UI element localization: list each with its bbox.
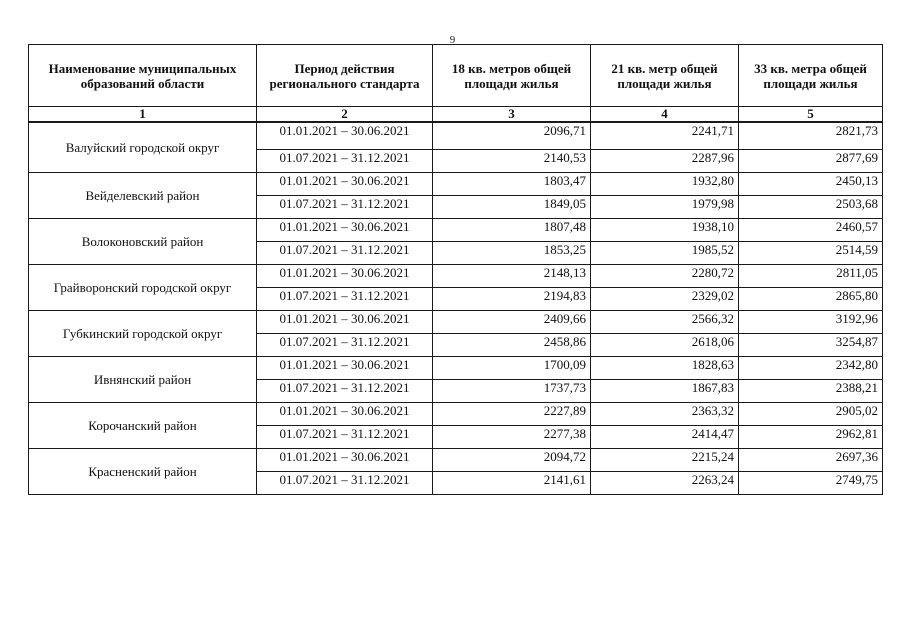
header-21-sqm: 21 кв. метр общей площади жилья bbox=[591, 45, 739, 107]
value-33-sqm: 3254,87 bbox=[739, 334, 883, 357]
value-21-sqm: 1932,80 bbox=[591, 173, 739, 196]
value-33-sqm: 2503,68 bbox=[739, 196, 883, 219]
value-21-sqm: 2287,96 bbox=[591, 150, 739, 173]
value-21-sqm: 1985,52 bbox=[591, 242, 739, 265]
header-18-sqm: 18 кв. метров общей площади жилья bbox=[433, 45, 591, 107]
value-21-sqm: 2329,02 bbox=[591, 288, 739, 311]
period-cell: 01.01.2021 – 30.06.2021 bbox=[257, 311, 433, 334]
value-33-sqm: 2877,69 bbox=[739, 150, 883, 173]
header-33-sqm: 33 кв. метра общей площади жилья bbox=[739, 45, 883, 107]
table-row bbox=[29, 311, 883, 334]
period-cell: 01.07.2021 – 31.12.2021 bbox=[257, 380, 433, 403]
period-cell: 01.07.2021 – 31.12.2021 bbox=[257, 150, 433, 173]
value-33-sqm: 2388,21 bbox=[739, 380, 883, 403]
header-row bbox=[29, 45, 883, 107]
value-18-sqm: 1807,48 bbox=[433, 219, 591, 242]
value-21-sqm: 1867,83 bbox=[591, 380, 739, 403]
value-18-sqm: 1853,25 bbox=[433, 242, 591, 265]
page-number: 9 bbox=[449, 34, 456, 46]
value-33-sqm: 2905,02 bbox=[739, 403, 883, 426]
column-number-row bbox=[29, 107, 883, 123]
column-number: 3 bbox=[433, 107, 591, 123]
value-21-sqm: 2263,24 bbox=[591, 472, 739, 495]
value-21-sqm: 2241,71 bbox=[591, 122, 739, 150]
table-row bbox=[29, 122, 883, 150]
value-33-sqm: 2697,36 bbox=[739, 449, 883, 472]
value-18-sqm: 1700,09 bbox=[433, 357, 591, 380]
period-cell: 01.01.2021 – 30.06.2021 bbox=[257, 173, 433, 196]
period-cell: 01.01.2021 – 30.06.2021 bbox=[257, 357, 433, 380]
value-18-sqm: 1803,47 bbox=[433, 173, 591, 196]
table-row bbox=[29, 449, 883, 472]
value-33-sqm: 2460,57 bbox=[739, 219, 883, 242]
value-21-sqm: 2215,24 bbox=[591, 449, 739, 472]
municipality-name: Волоконовский район bbox=[29, 219, 257, 265]
value-33-sqm: 2962,81 bbox=[739, 426, 883, 449]
table-row bbox=[29, 219, 883, 242]
value-18-sqm: 2227,89 bbox=[433, 403, 591, 426]
municipality-name: Валуйский городской округ bbox=[29, 122, 257, 173]
table-header bbox=[29, 45, 883, 123]
table-row bbox=[29, 357, 883, 380]
value-18-sqm: 2140,53 bbox=[433, 150, 591, 173]
table-row bbox=[29, 403, 883, 426]
municipality-name: Грайворонский городской округ bbox=[29, 265, 257, 311]
value-18-sqm: 2141,61 bbox=[433, 472, 591, 495]
period-cell: 01.07.2021 – 31.12.2021 bbox=[257, 472, 433, 495]
value-33-sqm: 2811,05 bbox=[739, 265, 883, 288]
period-cell: 01.07.2021 – 31.12.2021 bbox=[257, 288, 433, 311]
period-cell: 01.07.2021 – 31.12.2021 bbox=[257, 334, 433, 357]
period-cell: 01.07.2021 – 31.12.2021 bbox=[257, 196, 433, 219]
municipality-name: Корочанский район bbox=[29, 403, 257, 449]
period-cell: 01.01.2021 – 30.06.2021 bbox=[257, 403, 433, 426]
period-cell: 01.07.2021 – 31.12.2021 bbox=[257, 426, 433, 449]
value-18-sqm: 2148,13 bbox=[433, 265, 591, 288]
municipality-name: Ивнянский район bbox=[29, 357, 257, 403]
value-33-sqm: 2821,73 bbox=[739, 122, 883, 150]
value-18-sqm: 2409,66 bbox=[433, 311, 591, 334]
header-period: Период действия регионального стандарта bbox=[257, 45, 433, 107]
value-21-sqm: 1979,98 bbox=[591, 196, 739, 219]
value-33-sqm: 2865,80 bbox=[739, 288, 883, 311]
municipality-name: Вейделевский район bbox=[29, 173, 257, 219]
value-18-sqm: 2277,38 bbox=[433, 426, 591, 449]
value-21-sqm: 2363,32 bbox=[591, 403, 739, 426]
value-21-sqm: 2618,06 bbox=[591, 334, 739, 357]
value-18-sqm: 2094,72 bbox=[433, 449, 591, 472]
column-number: 1 bbox=[29, 107, 257, 123]
municipality-name: Красненский район bbox=[29, 449, 257, 495]
value-21-sqm: 2280,72 bbox=[591, 265, 739, 288]
period-cell: 01.01.2021 – 30.06.2021 bbox=[257, 219, 433, 242]
value-18-sqm: 1737,73 bbox=[433, 380, 591, 403]
header-municipality: Наименование муниципальных образований области bbox=[29, 45, 257, 107]
period-cell: 01.01.2021 – 30.06.2021 bbox=[257, 265, 433, 288]
value-21-sqm: 1828,63 bbox=[591, 357, 739, 380]
period-cell: 01.01.2021 – 30.06.2021 bbox=[257, 122, 433, 150]
value-18-sqm: 2096,71 bbox=[433, 122, 591, 150]
value-33-sqm: 2514,59 bbox=[739, 242, 883, 265]
period-cell: 01.07.2021 – 31.12.2021 bbox=[257, 242, 433, 265]
value-21-sqm: 1938,10 bbox=[591, 219, 739, 242]
municipality-name: Губкинский городской округ bbox=[29, 311, 257, 357]
table-body bbox=[29, 122, 883, 495]
value-33-sqm: 2342,80 bbox=[739, 357, 883, 380]
column-number: 4 bbox=[591, 107, 739, 123]
regional-standard-table bbox=[28, 44, 883, 495]
value-33-sqm: 2450,13 bbox=[739, 173, 883, 196]
value-18-sqm: 1849,05 bbox=[433, 196, 591, 219]
value-33-sqm: 2749,75 bbox=[739, 472, 883, 495]
column-number: 2 bbox=[257, 107, 433, 123]
value-18-sqm: 2458,86 bbox=[433, 334, 591, 357]
value-33-sqm: 3192,96 bbox=[739, 311, 883, 334]
table-row bbox=[29, 173, 883, 196]
column-number: 5 bbox=[739, 107, 883, 123]
value-21-sqm: 2566,32 bbox=[591, 311, 739, 334]
table-row bbox=[29, 265, 883, 288]
value-18-sqm: 2194,83 bbox=[433, 288, 591, 311]
period-cell: 01.01.2021 – 30.06.2021 bbox=[257, 449, 433, 472]
value-21-sqm: 2414,47 bbox=[591, 426, 739, 449]
